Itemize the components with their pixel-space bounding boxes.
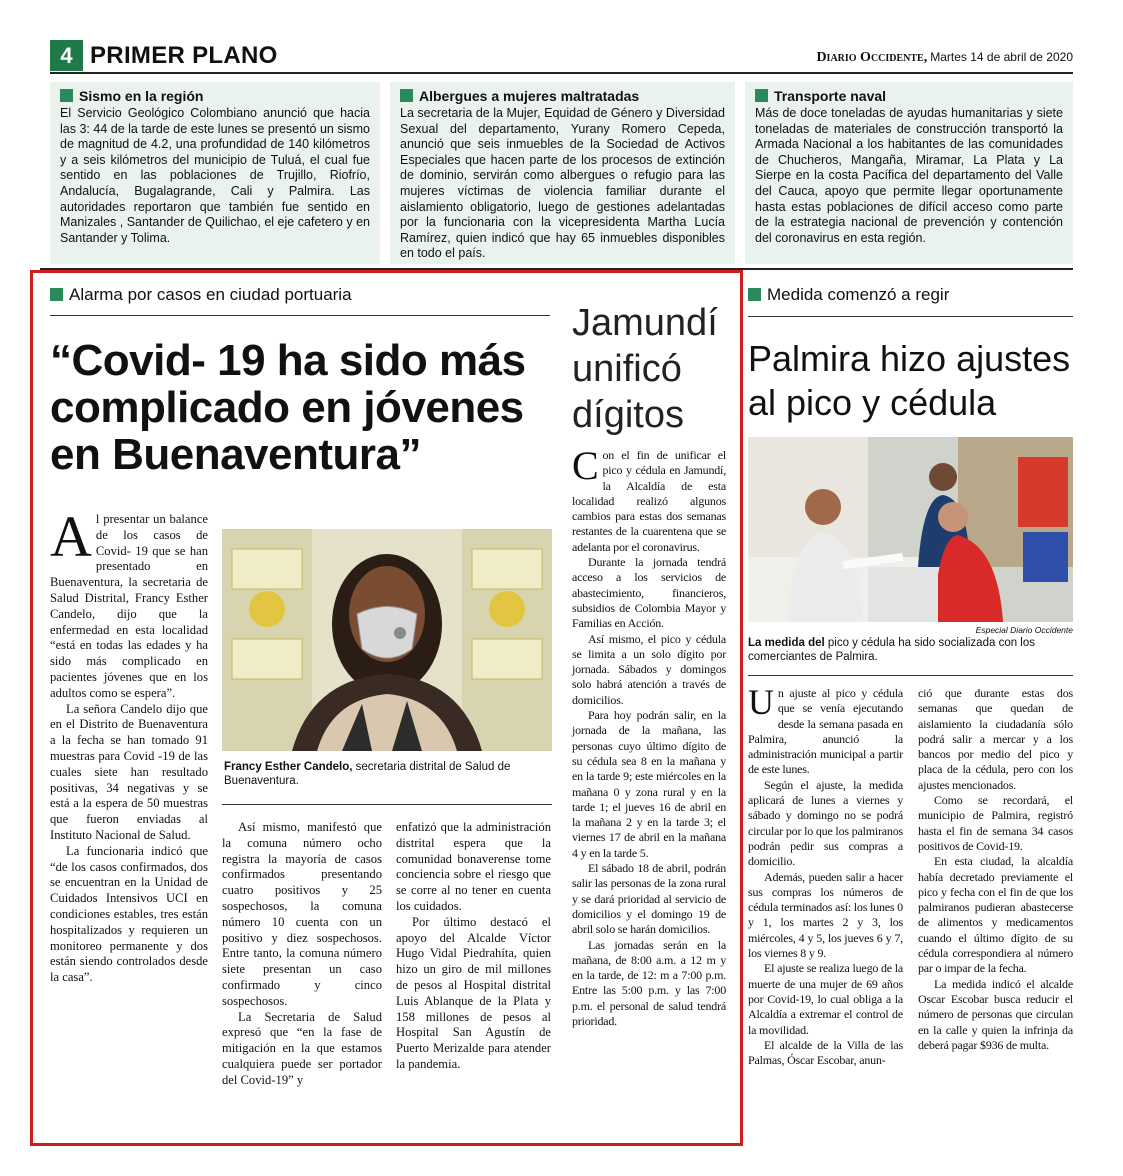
paragraph: enfatizó que la administración distrital espera que la comunidad bonaverense tome conciencia sobre el riesgo que se corre al no tener en cuenta los cuidados. xyxy=(396,820,551,913)
paragraph: Así mismo, manifestó que la comuna número ocho registra la mayoría de casos confirmados presentando cuatro positivos y 25 sospechosos, la comuna número 10 cuenta con un positivo y diez sospechosos. Entre tanto, la comuna número siete presentan un caso confirmado y cinco sospechosos. xyxy=(222,820,382,1008)
story-headline: “Covid- 19 ha sido más complicado en jóvenes en Buenaventura” xyxy=(50,336,526,479)
story-headline: Palmira hizo ajustes al pico y cédula xyxy=(748,338,1071,423)
story-kicker: Alarma por casos en ciudad portuaria xyxy=(50,285,352,305)
caption-rule xyxy=(748,675,1073,676)
story-column xyxy=(748,682,903,1068)
paragraph: El alcalde de la Villa de las Palmas, Óscar Escobar, anun- xyxy=(748,1037,903,1068)
photo-caption: La medida del pico y cédula ha sido socializada con los comerciantes de Palmira. xyxy=(748,637,1036,663)
paragraph: l presentar un balance de los casos de Covid- 19 que se han presentado en Buenaventura, la secretaria de Salud Distrital, Francy Esther Candelo, dijo que la enfermedad en esta localidad “está en todas las edades y ha sido más complicado en pacientes jóvenes que en los adultos como se espera”. xyxy=(50,512,208,700)
kicker-rule xyxy=(748,316,1073,317)
paragraph: Así mismo, el pico y cédula se limita a un solo dígito por jornada. Sábados y domingos solo habrá atención a través de domicilios. xyxy=(572,631,726,707)
paragraph: Además, pueden salir a hacer sus compras los números de cédula terminados así: los lunes 0 y 1, los martes 2 y 3, los miércoles, 4 y 5, los jueves 6 y 7, los viernes 8 y 9. xyxy=(748,869,903,961)
brief-title: Transporte naval xyxy=(755,88,1063,104)
paragraph: Por último destacó el apoyo del Alcalde Víctor Hugo Vidal Piedrahíta, quien hizo un giro de mil millones de pesos al Hospital distrital Luis Ablanque de la Plata y 158 millones de pesos al Hospital San Agustín de Puerto Merizalde para atender la pandemia. xyxy=(396,914,551,1071)
paragraph: La Secretaria de Salud expresó que “en la fase de mitigación en la que estamos cualquiera puede ser portador del Covid-19” y xyxy=(222,1009,382,1087)
bullet-square-icon xyxy=(400,89,413,102)
paragraph: Las jornadas serán en la mañana, de 8:00 a.m. a 12 m y en la tarde, de 12: m a 7:00 p.m. Entre las 5:00 p.m. y las 7:00 p.m. el personal de salud tendrá prioridad. xyxy=(572,937,726,1028)
story-column xyxy=(222,820,382,1089)
paragraph: El sábado 18 de abril, podrán salir las personas de la zona rural y se dará prioridad al servicio de domicilios y el domingo 19 de abril solo se harán domicilios. xyxy=(572,861,726,937)
palmira-photo xyxy=(748,437,1073,622)
office-scene-image xyxy=(748,437,1073,622)
bullet-square-icon xyxy=(748,288,761,301)
drop-cap: C xyxy=(572,443,599,488)
brief-text: La secretaria de la Mujer, Equidad de Género y Diversidad Sexual del departamento, Yurany Romero Cepeda, anunció que seis inmuebles de la Sociedad de Activos Especiales que hacen parte de los procesos de extinción de dominio, servirán como albergues o refugio para las mujeres víctimas de violencia familiar durante el aislamiento obligatorio, luego de gestiones adelantadas por la funcionaria con la vicepresidenta Martha Lucía Ramírez, quien indicó que hay 65 inmuebles disponibles en todo el país. xyxy=(400,106,725,261)
portrait-image xyxy=(222,529,552,751)
brief-transporte xyxy=(745,82,1073,264)
bullet-square-icon xyxy=(50,288,63,301)
drop-cap: U xyxy=(748,682,774,722)
header-rule xyxy=(50,72,1073,74)
photo-caption: Francy Esther Candelo, secretaria distrital de Salud de Buenaventura. xyxy=(224,761,511,787)
paragraph: La funcionaria indicó que “de los casos confirmados, dos se encuentran en la Unidad de Cuidados Intensivos UCI en condiciones estables, tres están hospitalizados y requieren un monitoreo permanente y dos están siendo controlados desde la casa”. xyxy=(50,843,208,985)
brief-title: Albergues a mujeres maltratadas xyxy=(400,88,725,104)
page-number: 4 xyxy=(50,40,83,71)
paragraph: En esta ciudad, la alcaldía había decretado previamente el pico y fecha con el fin de que los palmiranos pudieran abastecerse de alimentos y medicamentos cuando el último dígito de su cédula correspondiera al número par o impar de la fecha. xyxy=(918,854,1073,976)
bullet-square-icon xyxy=(60,89,73,102)
story-column xyxy=(50,504,208,986)
photo-credit: Especial Diario Occidente xyxy=(975,625,1073,635)
caption-rule xyxy=(222,804,552,805)
paragraph: n ajuste al pico y cédula que se venía ejecutando desde la semana pasada en Palmira, anunció la administración municipal a partir de este lunes. xyxy=(748,686,903,777)
story-column xyxy=(572,443,726,1029)
section-title: PRIMER PLANO xyxy=(90,42,278,69)
paragraph: Para hoy podrán salir, en la jornada de la mañana, las personas cuyo último dígito de su cédula sea 8 en la mañana y en la tarde 9; este miércoles en la mañana 0 y zona rural y en la tarde 1; el jueves 16 de abril en la mañana 2 y en la tarde 3; el viernes 17 de abril en la mañana 4 y en la tarde 5. xyxy=(572,708,726,860)
bullet-square-icon xyxy=(755,89,768,102)
story-column xyxy=(396,820,551,1073)
paragraph: Durante la jornada tendrá acceso a los servicios de abastecimiento, financieros, subsidios de Colombia Mayor y Familias en Acción. xyxy=(572,555,726,631)
paragraph: Según el ajuste, la medida aplicará de lunes a viernes y sábado y domingo no se podrá circular por lo que los palmiranos podrán pedir sus compras a domicilio. xyxy=(748,777,903,869)
story-column xyxy=(918,686,1073,1053)
paragraph: La señora Candelo dijo que en el Distrito de Buenaventura a la fecha se han tomado 91 muestras para Covid -19 de las cuales siete han resultado positivas, 34 negativas y se está a la espera de 50 muestras que fueron enviadas al Instituto Nacional de Salud. xyxy=(50,701,208,842)
drop-cap: A xyxy=(50,504,92,569)
candelo-photo xyxy=(222,529,552,751)
brief-title: Sismo en la región xyxy=(60,88,370,104)
brief-text: Más de doce toneladas de ayudas humanitarias y siete toneladas de materiales de construcción transportó la Armada Nacional a los habitantes de las comunidades de Chucheros, Mangaña, Miramar, La Plata y La Sierpe en la costa Pacífica del departamento del Valle del Cauca, apoyo que permite llegar oportunamente hasta estas poblaciones de difícil acceso como parte de la estrategia nacional de prevención y contención del coronavirus en esta región. xyxy=(755,106,1063,245)
paragraph: on el fin de unificar el pico y cédula en Jamundí, la Alcaldía de esta localidad realizó algunos cambios para estas dos semanas restantes de la cuarentena que se adelanta por el coronavirus. xyxy=(572,448,726,554)
paragraph: El ajuste se realiza luego de la muerte de una mujer de 69 años por Covid-19, lo cual obliga a la Alcaldía a extremar el control de la movilidad. xyxy=(748,961,903,1037)
paragraph: ció que durante estas dos semanas que quedan de aislamiento la ciudadanía sólo podrá salir a mercar y a los bancos por medio del pico y placa de la cédula, pero con los ajustes mencionados. xyxy=(918,686,1073,792)
story-kicker: Medida comenzó a regir xyxy=(748,285,949,305)
kicker-rule xyxy=(50,315,550,316)
brief-albergues xyxy=(390,82,735,264)
paragraph: La medida indicó el alcalde Oscar Escobar busca reducir el número de personas que circulan en la calle y quien la infrinja da deberá pagar $936 de multa. xyxy=(918,976,1073,1052)
story-headline: Jamundí unificó dígitos xyxy=(572,302,718,436)
newspaper-name: Diario Occidente, xyxy=(816,50,928,65)
brief-sismo xyxy=(50,82,380,264)
issue-date: Martes 14 de abril de 2020 xyxy=(930,50,1073,64)
brief-text: El Servicio Geológico Colombiano anunció que hacia las 3: 44 de la tarde de este lunes se presentó un sismo de magnitud de 4.2, una profundidad de 140 kilómetros y a seis kilómetros del municipio de Tuluá, el cual fue sentido en las poblaciones de Trujillo, Riofrío, Andalucía, Bugalagrande, Cali y Palmira. Las autoridades reportaron que también fue sentido en Manizales , Santander de Quilichao, el eje cafetero y en Santander y Tolima. xyxy=(60,106,370,245)
paragraph: Como se recordará, el municipio de Palmira, registró hasta el fin de semana 34 casos positivos de Covid-19. xyxy=(918,793,1073,853)
masthead xyxy=(816,50,1073,66)
